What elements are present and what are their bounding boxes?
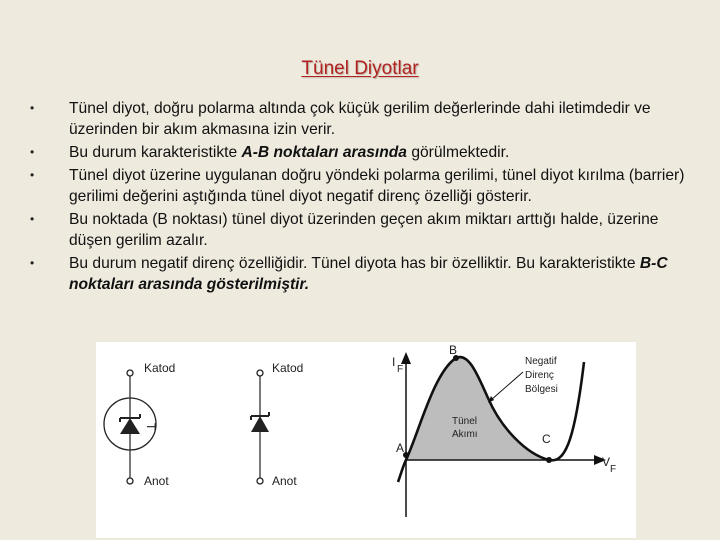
diode-triangle-icon [120,418,140,434]
bullet-text: Bu noktada (B noktası) tünel diyot üzerinden geçen akım miktarı arttığı halde, üzerine düşen gerilim azalır. [69,211,659,249]
bullet-list [30,98,690,297]
annotation-line-1: Negatif [525,356,557,367]
bullet-icon: • [30,145,35,159]
point-c-marker [546,457,552,463]
anot-terminal-icon [257,478,263,484]
tunnel-mark: T [144,423,158,431]
katod-terminal-icon [127,370,133,376]
katod-terminal-icon [257,370,263,376]
bullet-text-pre: Bu durum karakteristikte [69,144,242,161]
diode-symbol-plain [251,361,303,488]
iv-characteristic-graph [392,343,616,517]
point-c-label: C [542,432,551,446]
list-item [30,142,690,163]
x-axis-subscript: F [610,464,617,475]
anot-label-1: Anot [144,474,169,488]
list-item [30,209,690,251]
katod-label-2: Katod [272,361,304,375]
anot-label-2: Anot [272,474,297,488]
figure-svg [96,342,636,538]
list-item [30,98,690,140]
point-a-label: A [396,441,405,455]
anot-terminal-icon [127,478,133,484]
bullet-icon: • [30,256,35,270]
point-b-label: B [449,343,458,357]
y-axis-label: I [392,355,396,369]
diode-triangle-icon [251,416,269,432]
diode-symbol-circled [104,361,175,488]
tunnel-diode-figure [96,342,636,538]
y-axis-arrow-icon [401,352,411,364]
region-label-1: Tünel [452,416,478,427]
annotation-line-2: Direnç [525,370,554,381]
bullet-icon: • [30,168,35,182]
bullet-text-pre: Bu durum negatif direnç özelliğidir. Tünel diyota has bir özelliktir. Bu karakteristikte [69,255,640,272]
bullet-text-post: görülmektedir. [407,144,510,161]
bullet-text-emphasis: A-B noktaları arasında [241,144,407,161]
slide-title: Tünel Diyotlar [301,58,419,79]
bullet-text: Tünel diyot üzerine uygulanan doğru yöndeki polarma gerilimi, tünel diyot kırılma (barrier) gerilimi değerini aştığında tünel diyot negatif direnç özelliği gösterir. [69,167,685,205]
y-axis-subscript: F [397,364,404,375]
bullet-text-emphasis: B-C noktaları arasında gösterilmiştir. [69,255,668,293]
annotation-line-3: Bölgesi [525,384,558,395]
list-item [30,165,690,207]
katod-label-1: Katod [144,361,176,375]
list-item [30,253,690,295]
x-axis-label: V [602,455,611,469]
bullet-text: Tünel diyot, doğru polarma altında çok küçük gerilim değerlerinde dahi iletimdedir ve üzerinden bir akım akmasına izin verir. [69,100,651,138]
bullet-icon: • [30,212,35,226]
bullet-icon: • [30,101,35,115]
region-label-2: Akımı [452,429,478,440]
